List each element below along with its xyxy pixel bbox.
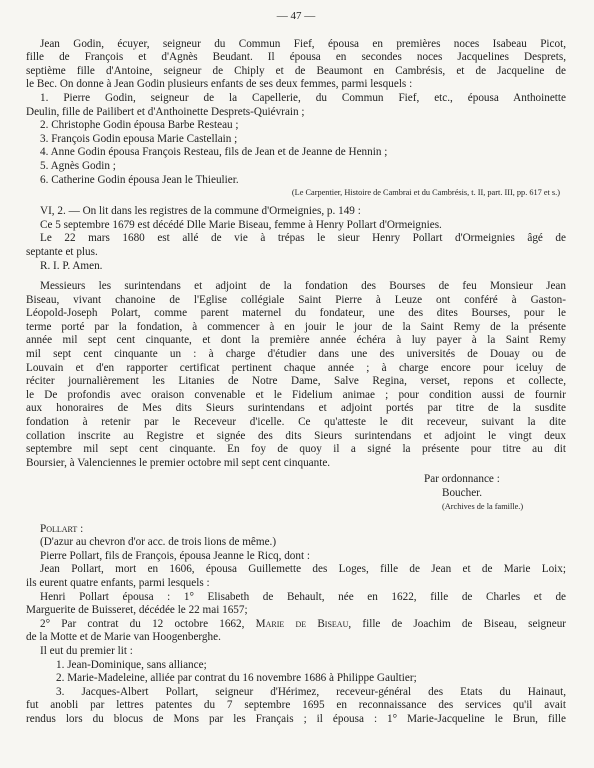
text-line: Marguerite de Buisseret, décédée le 22 mai 1657; [26,604,248,617]
source-note: (Archives de la famille.) [442,501,524,511]
text-line: le Bec. On donne à Jean Godin plusieurs enfants de ses deux femmes, parmi lesquels : [26,78,413,91]
list-item: 5. Agnès Godin ; [40,159,116,172]
list-item: 4. Anne Godin épousa François Resteau, fils de Jean et de Jeanne de Hennin ; [40,146,388,159]
text-line: Ce 5 septembre 1679 est décédé Dlle Marie Biseau, femme à Henry Pollart d'Ormeignies. [40,218,442,231]
section-heading: VI, 2. — On lit dans les registres de la commune d'Ormeignies, p. 149 : [40,205,361,218]
pollart-section [26,523,566,727]
signature-block [26,473,566,511]
text-line: fondation à retenir par le Receveur d'icelle. Ce qu'atteste le dit receveur, suivant la dite [26,416,566,429]
text-line: septembre mil sept cent cinquante. En foy de quoy il a signé la présente pour titre au dit [26,443,566,456]
text-line: fille de François et d'Agnès Beudant. Il épousa en secondes noces Jacquelines Desprets, [26,51,566,64]
text-line: le De profondis avec oraison convenable et le Fidelium animae ; pour condition aussi de fournir [26,388,566,401]
section-vi-2 [26,205,566,273]
text-line: septième fille d'Antoine, seigneur de Chiply et de Beaumont en Cambrésis, et de Jacqueline de [26,64,566,77]
section-heading: Pollart : [40,522,84,535]
text-line [26,618,566,632]
list-item: 2. Christophe Godin épousa Barbe Resteau ; [40,119,239,132]
text-line: année mil sept cent cinquante, et dont la première année échéra à luy payer à la Saint Remy [26,334,566,347]
signature-line: Par ordonnance : [424,473,500,486]
godin-paragraph [26,38,566,92]
text-line: R. I. P. Amen. [40,259,103,272]
text-line: fut anobli par lettres patentes du 7 septembre 1695 en reconnaissance des services qu'il avait [26,699,566,712]
text-line: Biseau, vivant chanoine de l'Eglise collégiale Saint Pierre à Leuze ont conféré à Gaston- [26,293,566,306]
citation: (Le Carpentier, Histoire de Cambrai et du Cambrésis, t. II, part. III, pp. 617 et s.) [291,188,560,198]
text-line: Le 22 mars 1680 est allé de vie à trépas le sieur Henry Pollart d'Ormeignies âgé de [40,232,566,245]
text-line: septante et plus. [26,245,98,258]
list-item: 6. Catherine Godin épousa Jean le Thieulier. [40,173,239,186]
list-item: 3. Jacques-Albert Pollart, seigneur d'Hérimez, receveur-général des Etats du Hainaut, [56,685,566,698]
list-item: Deulin, fille de Pailibert et d'Anthoinette Desprets-Quiévrain ; [26,105,305,118]
text-line: Pierre Pollart, fils de François, épousa Jeanne le Ricq, dont : [40,549,310,562]
text-span: , fille de Joachim de Biseau, seigneur [348,617,567,630]
bourses-paragraph [26,280,566,470]
list-item: 2. Marie-Madeleine, alliée par contrat du 16 novembre 1686 à Philippe Gaultier; [56,672,417,685]
text-line: Il eut du premier lit : [40,644,133,657]
text-line: de la Motte et de Marie van Hoogenberghe. [26,631,221,644]
text-line: collation inscrite au Registre et signée des dits Sieurs surintendans et adjoint le vingt deux [26,429,566,442]
text-line: terme porté par la fondation, à commencer à en jouir le jour de la Saint Remy de la présente [26,320,566,333]
text-line: Boursier, à Valenciennes le premier octobre mil sept cent cinquante. [26,456,331,469]
text-line: ils eurent quatre enfants, parmi lesquels : [26,576,210,589]
text-span: 2° Par contrat du 12 octobre 1662, [40,617,245,630]
page-number: — 47 — [276,10,316,22]
list-item: 1. Jean-Dominique, sans alliance; [56,658,207,671]
signature-name: Boucher. [442,487,483,499]
text-line: aux honoraires de Mes dits Sieurs surintendans et adjoint portés par titre de la susdite [26,402,566,415]
text-line: Henri Pollart épousa : 1° Elisabeth de Behault, née en 1622, fille de Charles et de [40,590,566,603]
list-item: 3. François Godin epousa Marie Castellain ; [40,132,238,145]
name-small-caps: Marie de Biseau [255,617,349,630]
list-item: 1. Pierre Godin, seigneur de la Capellerie, du Commun Fief, etc., épousa Anthoinette [40,91,566,104]
godin-children-list [26,92,566,187]
text-line: réciter journalièrement les Litanies de Notre Dame, Salve Regina, verset, repons et collecte, [26,375,566,388]
text-line: rendus lors du blocus de Mons par les Français ; il épousa : 1° Marie-Jacqueline le Brun, fille [26,712,566,725]
text-line: mil sept cent cinquante un : à charge d'étudier dans une des universités de Douay ou de [26,348,566,361]
arms-description: (D'azur au chevron d'or acc. de trois lions de même.) [40,536,277,549]
text-line: Jean Godin, écuyer, seigneur du Commun Fief, épousa en premières noces Isabeau Picot, [40,37,566,50]
text-line: Jean Pollart, mort en 1606, épousa Guillemette des Loges, fille de Jean et de Marie Loix; [40,563,566,576]
text-line: Léopold-Joseph Polart, comme parent maternel du fondateur, une des dites Bourses, pour le [26,307,566,320]
text-line: Messieurs les surintendans et adjoint de la fondation des Bourses de feu Monsieur Jean [40,280,566,293]
text-line: Louvain et d'en rapporter certificat pertinent chaque année ; à charge encore pour iceluy de [26,361,566,374]
